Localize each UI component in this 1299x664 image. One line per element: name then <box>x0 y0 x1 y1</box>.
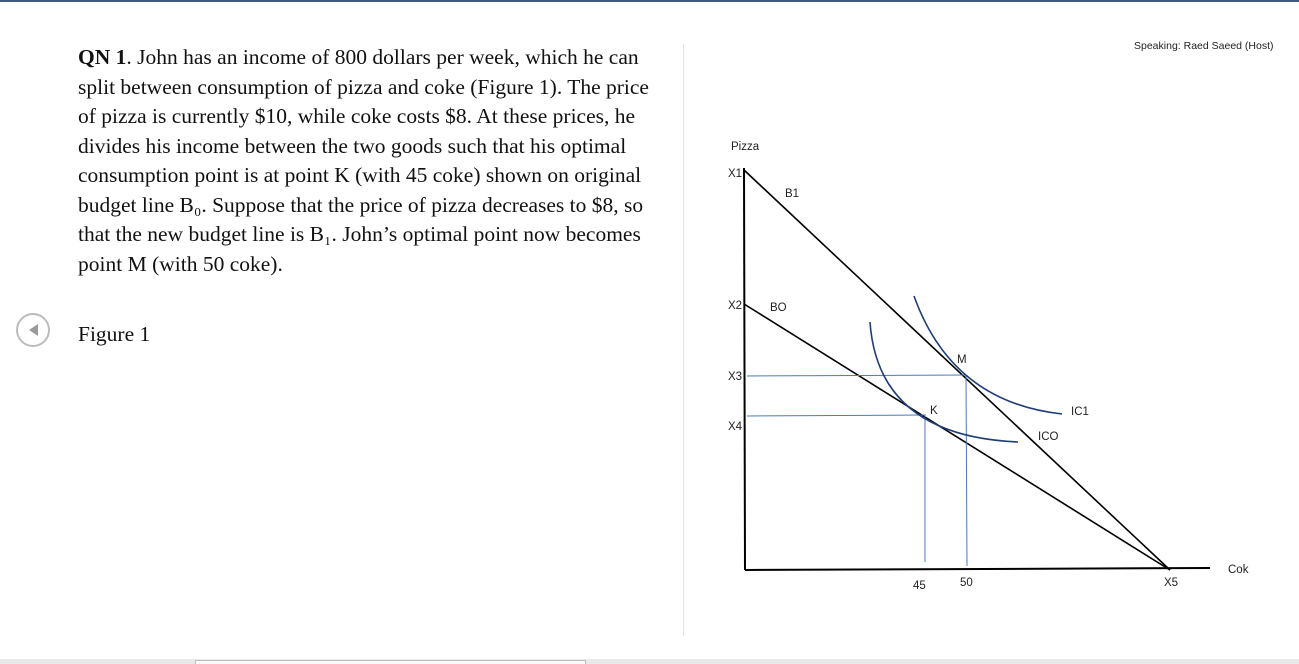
x-tick-50: 50 <box>960 577 973 589</box>
budget-label-b1: B1 <box>785 188 800 200</box>
x-axis-label: Cok <box>1228 564 1249 576</box>
top-border <box>0 0 1299 2</box>
x-tick-45: 45 <box>913 580 926 592</box>
point-label-m: M <box>957 354 967 366</box>
y-tick-x1: X1 <box>728 168 743 180</box>
question-number: QN 1 <box>78 45 127 69</box>
guide-line-50 <box>966 376 967 566</box>
y-tick-x2: X2 <box>728 300 743 312</box>
previous-slide-button[interactable] <box>16 313 50 347</box>
slide-divider <box>683 44 684 636</box>
y-axis <box>744 168 745 570</box>
curve-label-ic0: ICO <box>1038 431 1059 443</box>
y-tick-x3: X3 <box>728 371 743 383</box>
point-label-k: K <box>930 405 938 417</box>
indifference-curve-ic1 <box>914 296 1062 414</box>
y-axis-label: Pizza <box>731 141 760 153</box>
x-tick-x5: X5 <box>1164 577 1179 589</box>
question-text <box>78 43 668 279</box>
guide-line-x4 <box>747 415 926 416</box>
notes-panel-tab[interactable] <box>195 660 586 664</box>
budget-label-b0: BO <box>770 302 787 314</box>
figure-caption: Figure 1 <box>78 322 151 346</box>
back-arrow-icon <box>18 315 48 345</box>
question-body: . John has an income of 800 dollars per week, which he can split between consumption of pizza and coke (Figure 1). The price of pizza is currently $10, while coke costs $8. At these prices, he divides his income between the two goods such that his optimal consumption point is at point K (with 45 coke) shown on original budget line B₀. Suppose that the price of pizza decreases to $8, so that the new budget line is B₁. John’s optimal point now becomes point M (with 50 coke). <box>78 45 649 276</box>
curve-label-ic1: IC1 <box>1071 406 1089 418</box>
budget-line-diagram <box>700 120 1260 600</box>
y-tick-x4: X4 <box>728 421 743 433</box>
x-axis <box>745 568 1210 570</box>
budget-line-b1 <box>744 170 1170 570</box>
budget-line-b0 <box>744 304 1170 570</box>
guide-line-x3 <box>747 375 966 376</box>
speaker-indicator: Speaking: Raed Saeed (Host) <box>1134 40 1274 52</box>
indifference-curve-ic0 <box>870 322 1018 442</box>
